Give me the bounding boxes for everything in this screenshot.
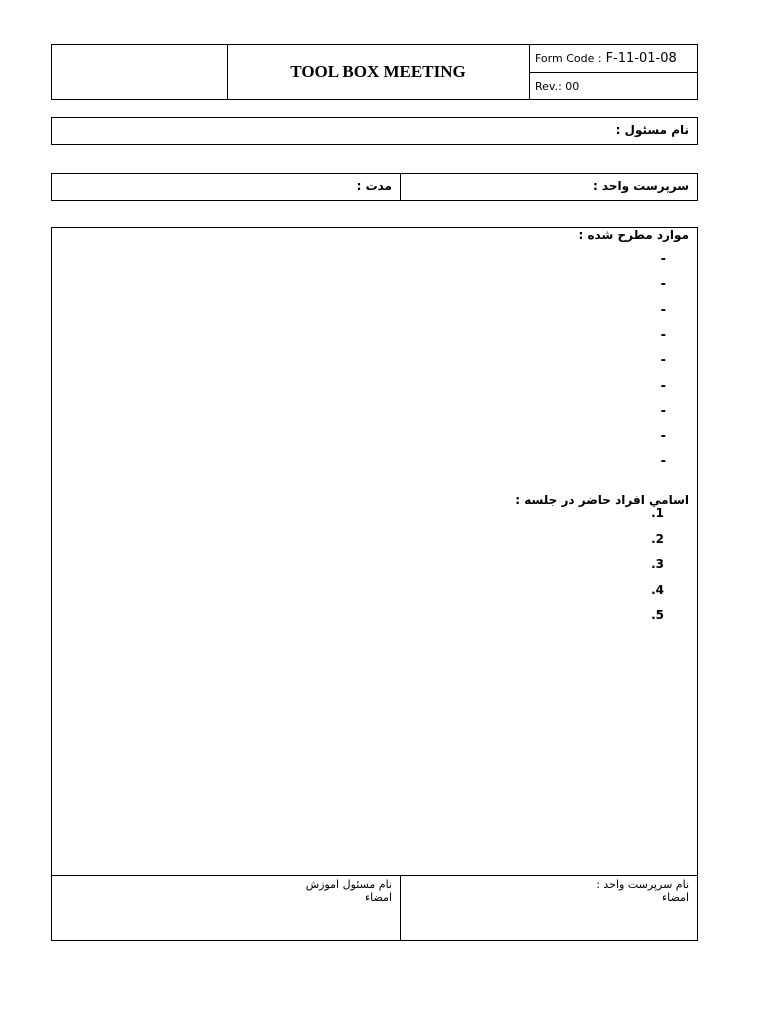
form-code xyxy=(529,45,697,73)
attendee-number: .4 xyxy=(651,582,664,597)
attendee-number: .5 xyxy=(651,608,664,622)
topic-item: - xyxy=(660,302,666,318)
supervisor-signature-name: نام سرپرست واحد : xyxy=(596,878,689,891)
signature-area xyxy=(52,875,697,940)
attendee-number: .3 xyxy=(651,557,664,571)
form-code-label: Form Code : xyxy=(535,52,602,65)
topic-item: - xyxy=(660,454,666,470)
trainer-signature xyxy=(306,878,392,904)
attendee-number: .2 xyxy=(651,531,664,546)
form-header xyxy=(51,44,698,100)
topic-item: - xyxy=(660,327,666,343)
responsible-name-label: نام مسئول : xyxy=(615,123,689,137)
form-code-value: F-11-01-08 xyxy=(605,51,677,66)
supervisor-signature-sign: امضاء xyxy=(661,891,689,904)
supervisor-signature xyxy=(596,878,689,904)
topic-item: - xyxy=(660,429,666,445)
row-divider xyxy=(400,174,401,200)
form-title: TOOL BOX MEETING xyxy=(227,45,530,99)
trainer-signature-name: نام مسئول اموزش xyxy=(305,878,392,891)
topic-item: - xyxy=(660,277,666,293)
signature-divider xyxy=(400,876,401,940)
topic-item: - xyxy=(660,353,666,369)
supervisor-label: سرپرست واحد : xyxy=(592,179,689,193)
attendees-title: اسامي افراد حاضر در جلسه : xyxy=(515,493,689,507)
topics-title: موارد مطرح شده : xyxy=(578,228,689,242)
attendee-number: .1 xyxy=(651,506,664,520)
trainer-signature-sign: امضاء xyxy=(364,891,392,904)
revision-number: Rev.: 00 xyxy=(535,79,580,93)
topic-item: - xyxy=(660,252,666,267)
meeting-body xyxy=(51,227,698,941)
responsible-name-row xyxy=(51,117,698,145)
topic-item: - xyxy=(660,403,666,419)
topic-item: - xyxy=(660,378,666,394)
logo-cell xyxy=(52,45,228,99)
duration-label: مدت : xyxy=(356,179,392,193)
supervisor-duration-row xyxy=(51,173,698,201)
